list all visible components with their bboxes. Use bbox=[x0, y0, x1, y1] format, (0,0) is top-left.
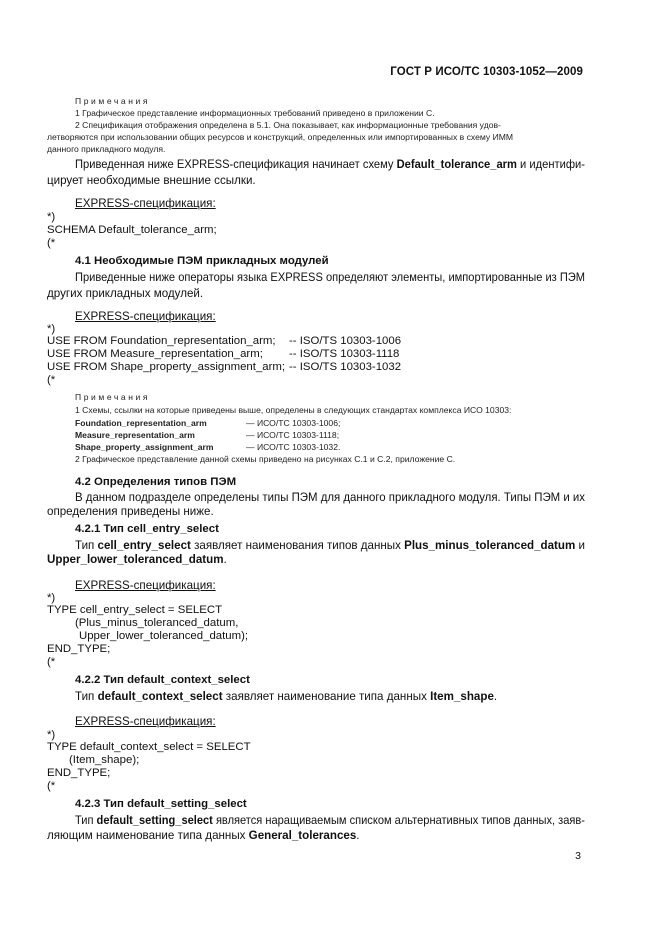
code-close-comment: (* bbox=[47, 780, 56, 792]
express-spec-label: EXPRESS-спецификация: bbox=[75, 715, 216, 728]
section-4-2-line-1: В данном подразделе определены типы ПЭМ для данного прикладного модуля. Типы ПЭМ и их bbox=[75, 491, 586, 504]
code-end-type: END_TYPE; bbox=[47, 767, 111, 779]
section-4-2-3-line-2: ляющим наименование типа данных General_tolerances. bbox=[47, 829, 360, 842]
code-use-from-line: USE FROM Measure_representation_arm; bbox=[47, 348, 263, 360]
section-4-1-heading: 4.1 Необходимые ПЭМ прикладных модулей bbox=[75, 255, 329, 267]
section-4-2-2-line-1: Тип default_context_select заявляет наименование типа данных Item_shape. bbox=[75, 690, 498, 703]
section-4-2-1-line-2: Upper_lower_toleranced_datum. bbox=[47, 553, 227, 566]
section-4-2-3-heading: 4.2.3 Тип default_setting_select bbox=[75, 798, 247, 810]
section-4-1-line-2: других прикладных модулей. bbox=[47, 287, 204, 300]
section-4-2-1-line-1: Тип cell_entry_select заявляет наименования типов данных Plus_minus_toleranced_datum и bbox=[75, 539, 585, 552]
code-type-line: TYPE default_context_select = SELECT bbox=[47, 741, 251, 753]
code-iso-reference: -- ISO/TS 10303-1118 bbox=[289, 348, 400, 360]
code-open-comment: *) bbox=[47, 592, 56, 604]
section-4-2-1-heading: 4.2.1 Тип cell_entry_select bbox=[75, 523, 219, 535]
section-4-2-line-2: определения приведены ниже. bbox=[47, 505, 214, 518]
code-open-comment: *) bbox=[47, 211, 56, 223]
code-close-comment: (* bbox=[47, 374, 56, 386]
section-4-2-3-line-1: Тип default_setting_select является наращиваемым списком альтернативных типов данных, заяв- bbox=[75, 814, 585, 827]
page-number: 3 bbox=[575, 850, 581, 862]
schema-name: Foundation_representation_arm bbox=[75, 418, 207, 428]
code-close-comment: (* bbox=[47, 656, 56, 668]
note-schemas: 1 Схемы, ссылки на которые приведены выше, определены в следующих стандартах комплекса ИСО 10303: bbox=[75, 405, 512, 415]
code-open-comment: *) bbox=[47, 323, 56, 335]
schema-name: Shape_property_assignment_arm bbox=[75, 442, 214, 452]
section-4-2-heading: 4.2 Определения типов ПЭМ bbox=[75, 476, 237, 488]
section-4-2-2-heading: 4.2.2 Тип default_context_select bbox=[75, 674, 250, 686]
section-4-1-line-1: Приведенные ниже операторы языка EXPRESS определяют элементы, импортированные из ПЭМ bbox=[75, 271, 586, 284]
note-2-line-3: данного прикладного модуля. bbox=[47, 144, 166, 154]
note-1: 1 Графическое представление информационных требований приведено в приложении С. bbox=[75, 108, 435, 118]
note-2-line-1: 2 Спецификация отображения определена в 5.1. Она показывает, как информационные требования удов- bbox=[75, 120, 501, 130]
code-schema-line: SCHEMA Default_tolerance_arm; bbox=[47, 224, 217, 236]
document-code-header: ГОСТ Р ИСО/ТС 10303-1052—2009 bbox=[390, 66, 583, 78]
intro-paragraph-line-1: Приведенная ниже EXPRESS-спецификация начинает схему Default_tolerance_arm и идентифи- bbox=[75, 158, 586, 171]
code-select-item: (Item_shape); bbox=[69, 754, 140, 766]
notes-heading: Примечания bbox=[75, 96, 151, 106]
code-type-line: TYPE cell_entry_select = SELECT bbox=[47, 604, 223, 616]
notes-heading: Примечания bbox=[75, 392, 151, 402]
express-spec-label: EXPRESS-спецификация: bbox=[75, 197, 216, 210]
code-end-type: END_TYPE; bbox=[47, 643, 111, 655]
code-close-comment: (* bbox=[47, 237, 56, 249]
intro-paragraph-line-2: цирует необходимые внешние ссылки. bbox=[47, 174, 256, 187]
express-spec-label: EXPRESS-спецификация: bbox=[75, 310, 216, 323]
code-select-item: (Plus_minus_toleranced_datum, bbox=[75, 617, 239, 629]
note-figures: 2 Графическое представление данной схемы приведено на рисунках С.1 и С.2, приложение С. bbox=[75, 454, 456, 464]
code-use-from-line: USE FROM Shape_property_assignment_arm; bbox=[47, 361, 286, 373]
schema-standard: — ИСО/ТС 10303-1032. bbox=[246, 442, 341, 452]
note-2-line-2: летворяются при использовании общих ресурсов и конструкций, определенных или импортированных в схему ИММ bbox=[47, 132, 514, 142]
code-use-from-line: USE FROM Foundation_representation_arm; bbox=[47, 335, 276, 347]
code-iso-reference: -- ISO/TS 10303-1006 bbox=[289, 335, 402, 347]
code-iso-reference: -- ISO/TS 10303-1032 bbox=[289, 361, 402, 373]
code-select-item: Upper_lower_toleranced_datum); bbox=[79, 630, 249, 642]
schema-name: Measure_representation_arm bbox=[75, 430, 195, 440]
schema-standard: — ИСО/ТС 10303-1118; bbox=[246, 430, 340, 440]
schema-standard: — ИСО/ТС 10303-1006; bbox=[246, 418, 341, 428]
express-spec-label: EXPRESS-спецификация: bbox=[75, 579, 216, 592]
code-open-comment: *) bbox=[47, 729, 56, 741]
